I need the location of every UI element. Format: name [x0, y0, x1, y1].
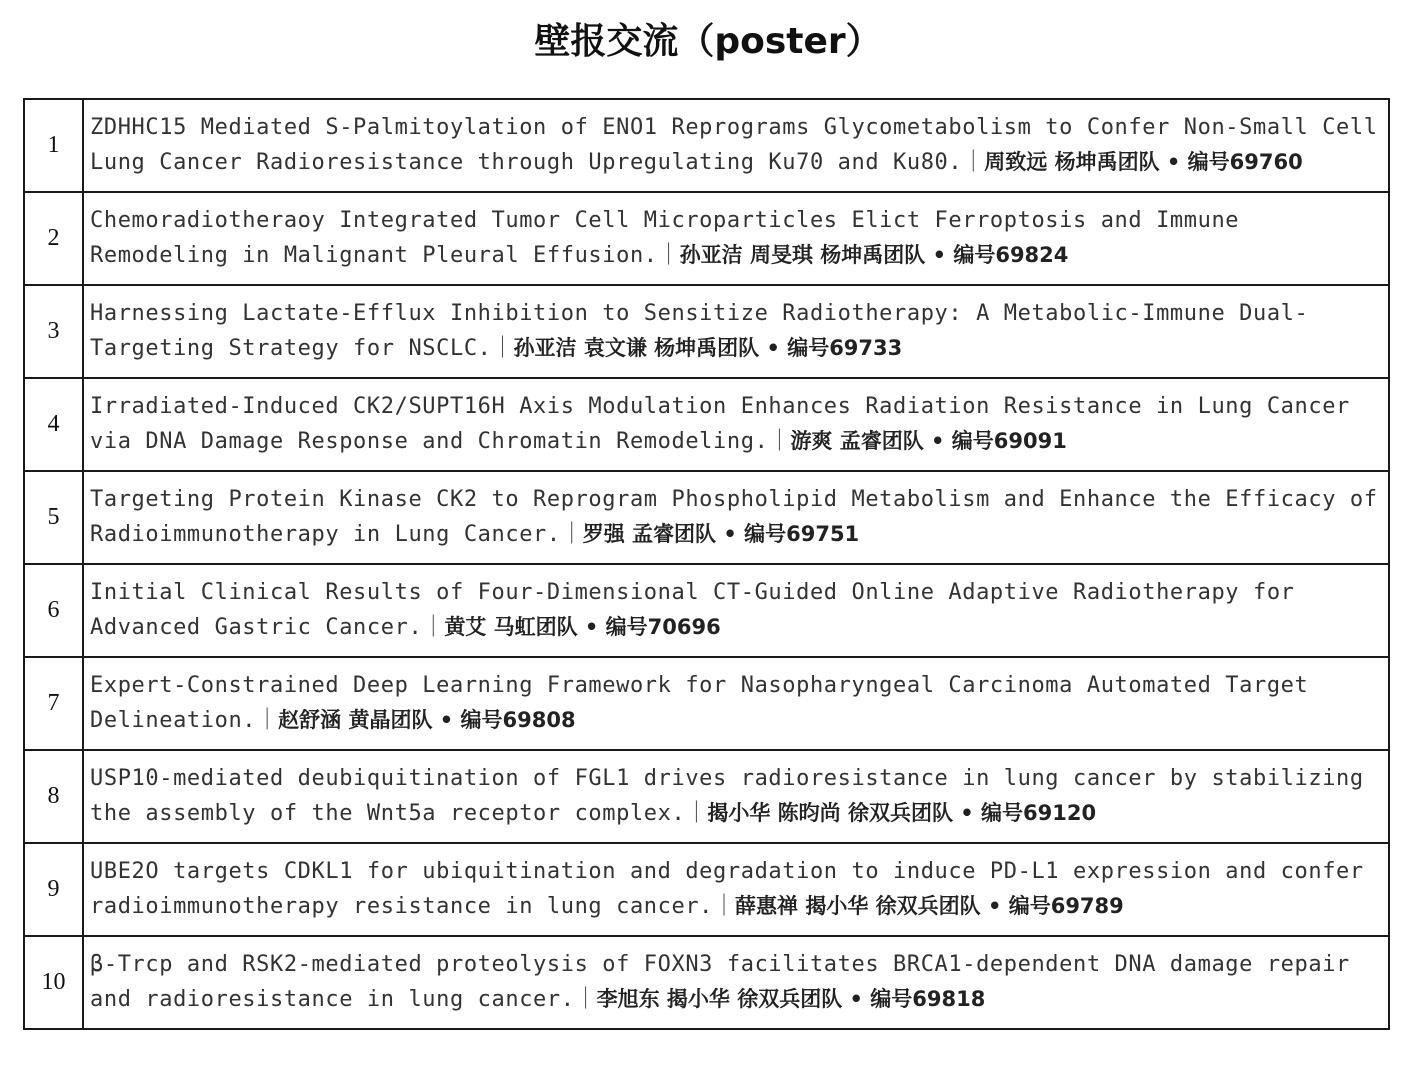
separator: ｜ [422, 615, 445, 640]
poster-title: Harnessing Lactate-Efflux Inhibition to Sensitize Radiotherapy: A Metabolic-Immune Dual-Targeting Strategy for NSCLC. [90, 301, 1309, 361]
poster-title: USP10-mediated deubiquitination of FGL1 drives radioresistance in lung cancer by stabilizing the assembly of the Wnt5a receptor complex. [90, 766, 1364, 826]
poster-authors: 孙亚洁 周旻琪 杨坤禹团队 • 编号69824 [679, 243, 1069, 267]
row-number: 10 [24, 936, 83, 1029]
table-row [24, 192, 1389, 285]
separator: ｜ [491, 336, 514, 361]
poster-entry [83, 378, 1389, 471]
poster-title: Expert-Constrained Deep Learning Framework for Nasopharyngeal Carcinoma Automated Target Delineation. [90, 673, 1309, 733]
poster-entry [83, 564, 1389, 657]
table-row [24, 471, 1389, 564]
poster-authors: 罗强 孟睿团队 • 编号69751 [582, 522, 860, 546]
table-row [24, 99, 1389, 192]
table-row [24, 750, 1389, 843]
row-number: 8 [24, 750, 83, 843]
poster-title: Targeting Protein Kinase CK2 to Reprogram Phospholipid Metabolism and Enhance the Efficacy of Radioimmunotherapy in Lung Cancer. [90, 487, 1378, 547]
table-row [24, 285, 1389, 378]
separator: ｜ [962, 150, 985, 175]
table-row [24, 843, 1389, 936]
poster-entry [83, 99, 1389, 192]
poster-authors: 揭小华 陈昀尚 徐双兵团队 • 编号69120 [707, 801, 1097, 825]
row-number: 5 [24, 471, 83, 564]
separator: ｜ [685, 801, 708, 826]
poster-entry [83, 936, 1389, 1029]
row-number: 3 [24, 285, 83, 378]
separator: ｜ [657, 243, 680, 268]
poster-authors: 薛惠禅 揭小华 徐双兵团队 • 编号69789 [735, 894, 1124, 918]
row-number: 9 [24, 843, 83, 936]
poster-entry [83, 471, 1389, 564]
separator: ｜ [560, 522, 583, 547]
page-title: 壁报交流（poster） [534, 21, 882, 62]
poster-table [23, 98, 1390, 1030]
separator: ｜ [768, 429, 791, 454]
poster-authors: 周致远 杨坤禹团队 • 编号69760 [984, 150, 1303, 174]
poster-title: β-Trcp and RSK2-mediated proteolysis of FOXN3 facilitates BRCA1-dependent DNA damage repair and radioresistance in lung cancer. [90, 952, 1350, 1012]
poster-authors: 李旭东 揭小华 徐双兵团队 • 编号69818 [596, 987, 986, 1011]
row-number: 4 [24, 378, 83, 471]
poster-title: Initial Clinical Results of Four-Dimensional CT-Guided Online Adaptive Radiotherapy for Advanced Gastric Cancer. [90, 580, 1295, 640]
poster-authors: 游爽 孟睿团队 • 编号69091 [790, 429, 1067, 453]
separator: ｜ [574, 987, 597, 1012]
table-row [24, 936, 1389, 1029]
poster-entry [83, 285, 1389, 378]
poster-entry [83, 750, 1389, 843]
table-row [24, 657, 1389, 750]
row-number: 7 [24, 657, 83, 750]
poster-entry [83, 192, 1389, 285]
separator: ｜ [713, 894, 736, 919]
poster-title: UBE2O targets CDKL1 for ubiquitination and degradation to induce PD-L1 expression and confer radioimmunotherapy resistance in lung cancer. [90, 859, 1364, 919]
poster-entry [83, 843, 1389, 936]
poster-authors: 孙亚洁 袁文谦 杨坤禹团队 • 编号69733 [513, 336, 903, 360]
row-number: 6 [24, 564, 83, 657]
row-number: 1 [24, 99, 83, 192]
separator: ｜ [256, 708, 279, 733]
poster-title: Irradiated-Induced CK2/SUPT16H Axis Modulation Enhances Radiation Resistance in Lung Cancer via DNA Damage Response and Chromatin Remodeling. [90, 394, 1350, 454]
row-number: 2 [24, 192, 83, 285]
poster-authors: 黄艾 马虹团队 • 编号70696 [444, 615, 721, 639]
poster-authors: 赵舒涵 黄晶团队 • 编号69808 [278, 708, 576, 732]
poster-title: ZDHHC15 Mediated S-Palmitoylation of ENO1 Reprograms Glycometabolism to Confer Non-Small Cell Lung Cancer Radioresistance through Upregulating Ku70 and Ku80. [90, 115, 1378, 175]
poster-title: Chemoradiotheraoy Integrated Tumor Cell Microparticles Elict Ferroptosis and Immune Remodeling in Malignant Pleural Effusion. [90, 208, 1240, 268]
poster-entry [83, 657, 1389, 750]
table-row [24, 564, 1389, 657]
table-row [24, 378, 1389, 471]
